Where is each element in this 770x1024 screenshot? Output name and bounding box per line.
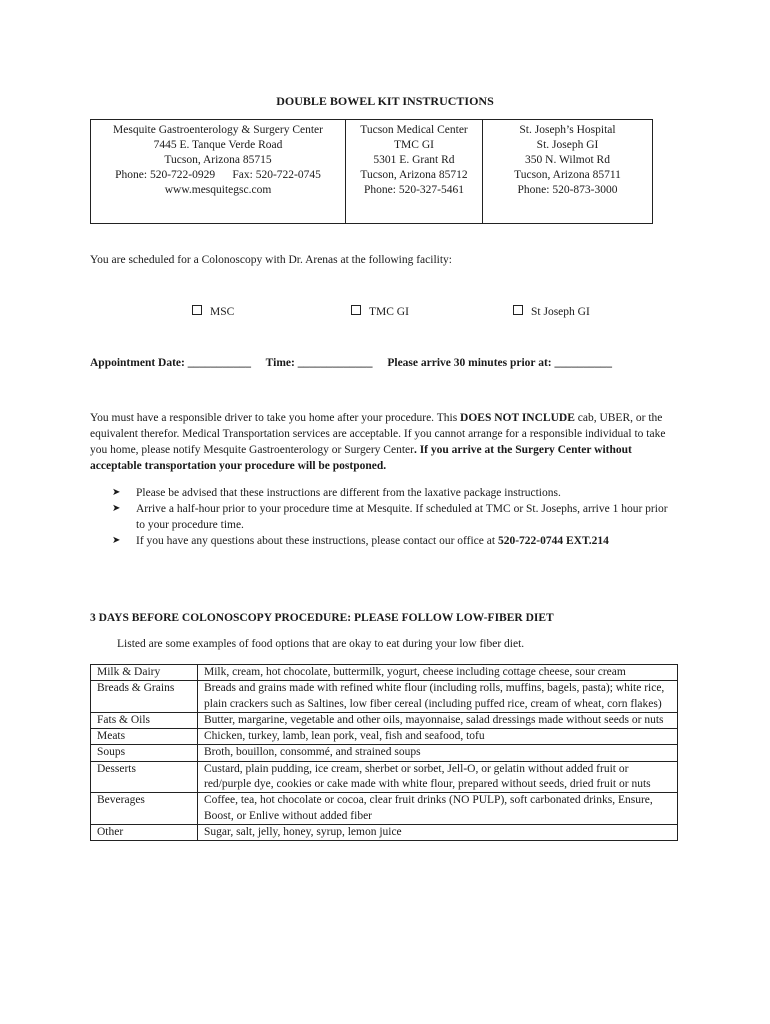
table-row — [91, 761, 678, 793]
page-title: DOUBLE BOWEL KIT INSTRUCTIONS — [276, 94, 494, 108]
table-row — [91, 665, 678, 681]
diet-intro: Listed are some examples of food options that are okay to eat during your low fiber diet. — [117, 638, 525, 650]
checkbox-icon[interactable] — [192, 305, 202, 315]
option-msc[interactable] — [192, 305, 234, 318]
option-st-joseph-gi[interactable] — [513, 305, 590, 318]
scheduled-text: You are scheduled for a Colonoscopy with Dr. Arenas at the following facility: — [90, 254, 452, 266]
facility-tmc — [346, 120, 483, 224]
driver-bold-1: DOES NOT INCLUDE — [460, 412, 575, 424]
section-heading: 3 DAYS BEFORE COLONOSCOPY PROCEDURE: PLEASE FOLLOW LOW-FIBER DIET — [90, 612, 554, 624]
food-category: Beverages — [91, 793, 198, 825]
instruction-list — [112, 485, 672, 549]
facility-line: Tucson Medical Center — [360, 124, 468, 136]
food-category: Breads & Grains — [91, 681, 198, 713]
facility-line: 5301 E. Grant Rd — [373, 154, 455, 166]
food-table — [90, 664, 678, 841]
table-row — [91, 681, 678, 713]
food-items: Milk, cream, hot chocolate, buttermilk, yogurt, cheese including cottage cheese, sour cream — [198, 665, 678, 681]
bullet-text: Arrive a half-hour prior to your procedure time at Mesquite. If scheduled at TMC or St. Josephs, arrive 1 hour prior to your procedure time. — [136, 503, 668, 531]
facilities-table — [90, 119, 653, 224]
bullet-text: Please be advised that these instructions are different from the laxative package instructions. — [136, 487, 561, 499]
checkbox-icon[interactable] — [351, 305, 361, 315]
food-items: Broth, bouillon, consommé, and strained soups — [198, 745, 678, 761]
table-row — [91, 745, 678, 761]
facility-line: Tucson, Arizona 85712 — [360, 169, 468, 181]
appointment-line — [90, 357, 612, 369]
facility-line: TMC GI — [394, 139, 434, 151]
facility-line: Phone: 520-873-3000 — [517, 184, 618, 196]
driver-text-2: cab, UBER, or the equivalent therefor. Medical Transportation services are acceptable. If you cannot arrange for a responsible individual to take you home, please notify Mesquite Gastroenterology or Surgery Center — [90, 412, 666, 456]
food-category: Soups — [91, 745, 198, 761]
food-items: Coffee, tea, hot chocolate or cocoa, clear fruit drinks (NO PULP), soft carbonated drinks, Ensure, Boost, or Enlive without added fiber — [198, 793, 678, 825]
facility-line: www.mesquitegsc.com — [164, 184, 272, 196]
bullet-text: If you have any questions about these instructions, please contact our office at — [136, 535, 498, 547]
food-category: Milk & Dairy — [91, 665, 198, 681]
facility-line: 7445 E. Tanque Verde Road — [153, 139, 283, 151]
facility-line: Phone: 520-722-0929 Fax: 520-722-0745 — [115, 169, 321, 181]
list-item — [112, 533, 672, 549]
food-items: Custard, plain pudding, ice cream, sherbet or sorbet, Jell-O, or gelatin without added fruit or red/purple dye, cookies or cake made with white flour, prepared without seeds, dried fruit or nuts — [198, 761, 678, 793]
food-category: Meats — [91, 729, 198, 745]
food-category: Other — [91, 824, 198, 840]
option-label: MSC — [210, 306, 235, 318]
appointment-time-field[interactable]: Time: _____________ — [265, 357, 373, 369]
food-items: Breads and grains made with refined white flour (including rolls, muffins, bagels, pasta); white rice, plain crackers such as Saltines, low fiber cereal (including puffed rice, cream of wheat, corn flakes) — [198, 681, 678, 713]
table-row — [91, 824, 678, 840]
facility-line: St. Joseph GI — [536, 139, 599, 151]
arrow-bullet-icon: ➤ — [112, 535, 121, 546]
facility-line: Tucson, Arizona 85715 — [164, 154, 272, 166]
checkbox-icon[interactable] — [513, 305, 523, 315]
contact-phone: 520-722-0744 EXT.214 — [497, 535, 609, 547]
facility-line: St. Joseph’s Hospital — [519, 124, 616, 136]
table-row — [91, 793, 678, 825]
list-item — [112, 501, 672, 533]
arrow-bullet-icon: ➤ — [112, 487, 121, 498]
arrival-time-field[interactable]: Please arrive 30 minutes prior at: __________ — [387, 357, 612, 369]
list-item — [112, 485, 672, 501]
facility-mesquite — [91, 120, 346, 224]
facility-line: Tucson, Arizona 85711 — [514, 169, 621, 181]
food-items: Butter, margarine, vegetable and other oils, mayonnaise, salad dressings made without seeds or nuts — [198, 712, 678, 728]
option-label: St Joseph GI — [531, 306, 590, 318]
facility-line: Phone: 520-327-5461 — [364, 184, 464, 196]
food-items: Sugar, salt, jelly, honey, syrup, lemon juice — [198, 824, 678, 840]
arrow-bullet-icon: ➤ — [112, 503, 121, 514]
table-row — [91, 712, 678, 728]
facility-line: 350 N. Wilmot Rd — [525, 154, 610, 166]
driver-paragraph — [90, 410, 680, 474]
food-category: Desserts — [91, 761, 198, 793]
option-tmc-gi[interactable] — [351, 305, 409, 318]
food-items: Chicken, turkey, lamb, lean pork, veal, fish and seafood, tofu — [198, 729, 678, 745]
food-category: Fats & Oils — [91, 712, 198, 728]
driver-text-1: You must have a responsible driver to take you home after your procedure. This — [90, 412, 461, 424]
option-label: TMC GI — [369, 306, 409, 318]
appointment-date-field[interactable]: Appointment Date: ___________ — [90, 357, 251, 369]
facility-st-joseph — [483, 120, 653, 224]
table-row — [91, 729, 678, 745]
facility-line: Mesquite Gastroenterology & Surgery Center — [113, 124, 323, 136]
driver-bold-2: . If you arrive at the Surgery Center without acceptable transportation your procedure will be postponed. — [90, 444, 632, 472]
